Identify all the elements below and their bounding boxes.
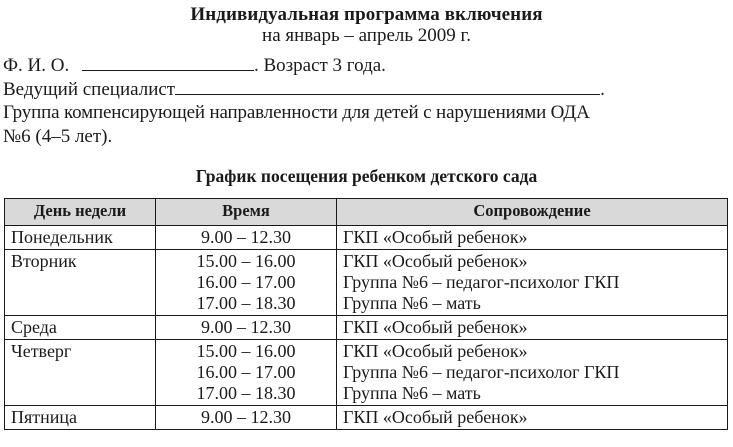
accompaniment-cell — [337, 226, 728, 250]
accompaniment-value: Группа №6 – педагог-психолог ГКП — [343, 272, 620, 292]
accompaniment-cell — [337, 250, 728, 316]
document-title: Индивидуальная программа включения — [190, 4, 543, 25]
fio-line — [3, 55, 386, 77]
accompaniment-cell — [337, 406, 728, 430]
accompaniment-value: ГКП «Особый ребенок» — [343, 227, 528, 247]
document-period: на январь – апрель 2009 г. — [262, 25, 471, 46]
accompaniment-value: Группа №6 – мать — [343, 293, 481, 313]
time-value: 9.00 – 12.30 — [201, 407, 291, 427]
time-value: 15.00 – 16.00 — [196, 251, 296, 271]
table-row — [5, 316, 728, 340]
fio-label: Ф. И. О. — [3, 55, 70, 76]
group-number-line: №6 (4–5 лет). — [3, 126, 113, 147]
specialist-blank — [175, 79, 600, 95]
schedule-table — [4, 198, 728, 430]
table-row — [5, 340, 728, 406]
accompaniment-value: Группа №6 – педагог-психолог ГКП — [343, 362, 620, 382]
time-cell — [156, 340, 337, 406]
time-value: 17.00 – 18.30 — [196, 383, 296, 403]
schedule-title: График посещения ребенком детского сада — [195, 166, 538, 186]
time-value: 9.00 – 12.30 — [201, 317, 291, 337]
column-header-day: День недели — [5, 199, 156, 226]
table-row — [5, 250, 728, 316]
accompaniment-value: Группа №6 – мать — [343, 383, 481, 403]
column-header-accompaniment: Сопровождение — [337, 199, 728, 226]
accompaniment-cell — [337, 340, 728, 406]
accompaniment-value: ГКП «Особый ребенок» — [343, 407, 528, 427]
time-value: 16.00 – 17.00 — [196, 362, 296, 382]
specialist-line: Ведущий специалист . — [3, 79, 605, 100]
time-value: 9.00 – 12.30 — [201, 227, 291, 247]
accompaniment-value: ГКП «Особый ребенок» — [343, 251, 528, 271]
day-cell: Среда — [5, 316, 156, 340]
time-value: 16.00 – 17.00 — [196, 272, 296, 292]
day-cell: Понедельник — [5, 226, 156, 250]
day-cell: Четверг — [5, 340, 156, 406]
specialist-label: Ведущий специалист — [3, 79, 176, 100]
time-cell — [156, 226, 337, 250]
accompaniment-value: ГКП «Особый ребенок» — [343, 341, 528, 361]
age-text: . Возраст 3 года. — [253, 55, 386, 76]
time-cell — [156, 406, 337, 430]
time-cell — [156, 316, 337, 340]
time-cell — [156, 250, 337, 316]
table-header-row — [5, 199, 728, 226]
accompaniment-cell — [337, 316, 728, 340]
table-row — [5, 406, 728, 430]
accompaniment-value: ГКП «Особый ребенок» — [343, 317, 528, 337]
day-cell: Вторник — [5, 250, 156, 316]
column-header-time: Время — [156, 199, 337, 226]
fio-blank — [82, 55, 254, 71]
time-value: 17.00 – 18.30 — [196, 293, 296, 313]
group-line: Группа компенсирующей направленности для детей с нарушениями ОДА — [3, 102, 590, 123]
time-value: 15.00 – 16.00 — [196, 341, 296, 361]
day-cell: Пятница — [5, 406, 156, 430]
table-row — [5, 226, 728, 250]
